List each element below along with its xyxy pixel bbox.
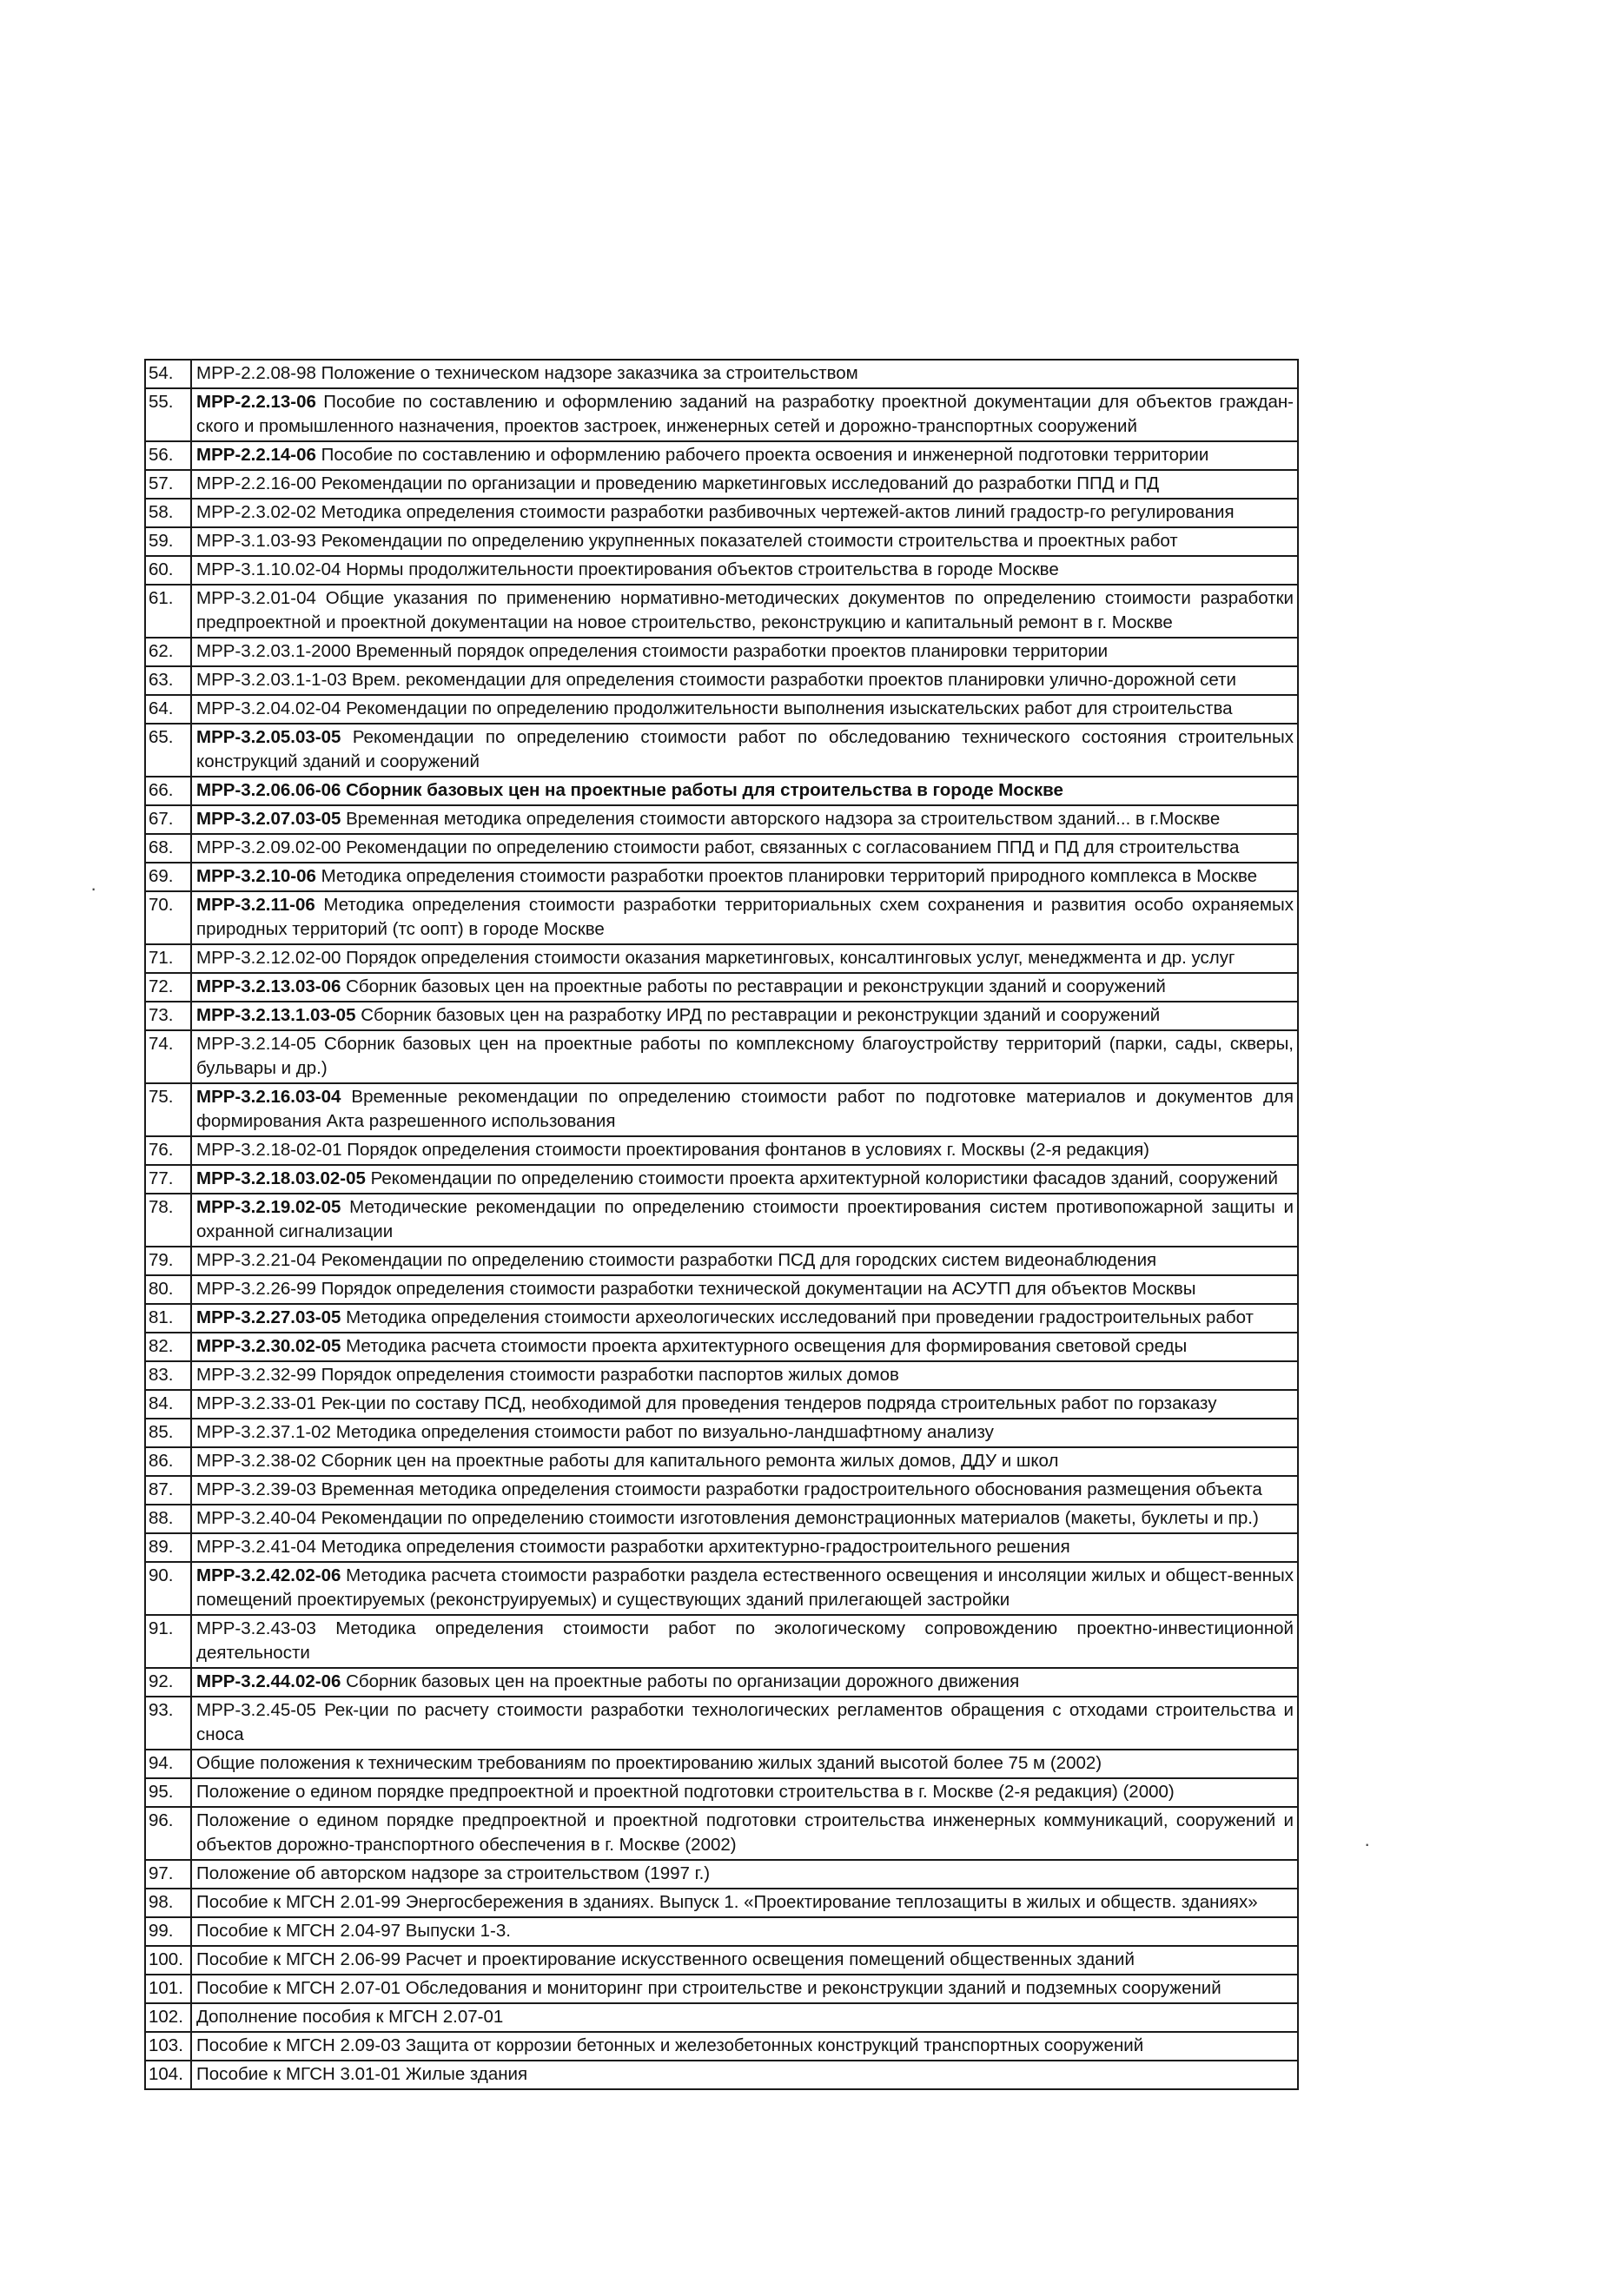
document-title: Сборник базовых цен на разработку ИРД по реставрации и реконструкции зданий и сооружений — [361, 1005, 1161, 1025]
row-number: 77. — [145, 1165, 191, 1194]
row-number: 95. — [145, 1778, 191, 1807]
document-entry — [191, 1946, 1298, 1975]
document-title: Методика определения стоимости работ по экологическому сопровождению проектно-инвестиционной деятельности — [196, 1618, 1294, 1663]
table-row — [145, 1136, 1298, 1165]
document-code: МРР-2.2.14-06 — [196, 445, 316, 465]
document-title: Нормы продолжительности проектирования объектов строительства в городе Москве — [346, 559, 1059, 579]
document-entry — [191, 360, 1298, 388]
table-row — [145, 891, 1298, 944]
table-row — [145, 777, 1298, 805]
row-number: 68. — [145, 834, 191, 863]
document-entry — [191, 777, 1298, 805]
document-code: МРР-3.2.19.02-05 — [196, 1197, 341, 1217]
table-row — [145, 2061, 1298, 2089]
row-number: 72. — [145, 973, 191, 1002]
document-code: МРР-3.2.07.03-05 — [196, 809, 341, 829]
document-entry — [191, 499, 1298, 527]
table-row — [145, 1419, 1298, 1447]
document-entry — [191, 1750, 1298, 1778]
row-number: 102. — [145, 2003, 191, 2032]
row-number: 70. — [145, 891, 191, 944]
document-code: МРР-3.2.01-04 — [196, 588, 316, 608]
table-row — [145, 527, 1298, 556]
document-code: МРР-3.2.10-06 — [196, 866, 316, 886]
table-row — [145, 1194, 1298, 1247]
document-code: МРР-2.2.13-06 — [196, 392, 316, 412]
document-code: МРР-3.2.39-03 — [196, 1479, 316, 1499]
document-entry — [191, 1533, 1298, 1562]
document-entry — [191, 1002, 1298, 1030]
document-code: МРР-3.2.33-01 — [196, 1393, 316, 1413]
document-code: МРР-3.2.26-99 — [196, 1279, 316, 1299]
table-row — [145, 441, 1298, 470]
document-entry — [191, 1275, 1298, 1304]
row-number: 96. — [145, 1807, 191, 1860]
document-entry — [191, 1505, 1298, 1533]
document-code: МРР-3.2.18-02-01 — [196, 1140, 342, 1160]
table-row — [145, 1476, 1298, 1505]
table-row — [145, 973, 1298, 1002]
document-code: МРР-3.2.12.02-00 — [196, 948, 341, 968]
row-number: 73. — [145, 1002, 191, 1030]
row-number: 83. — [145, 1361, 191, 1390]
row-number: 62. — [145, 638, 191, 666]
row-number: 57. — [145, 470, 191, 499]
row-number: 91. — [145, 1615, 191, 1668]
table-row — [145, 638, 1298, 666]
document-entry — [191, 1975, 1298, 2003]
document-code: МРР-3.2.43-03 — [196, 1618, 316, 1638]
row-number: 99. — [145, 1917, 191, 1946]
document-entry — [191, 1165, 1298, 1194]
row-number: 103. — [145, 2032, 191, 2061]
document-title: Сборник цен на проектные работы для капитального ремонта жилых домов, ДДУ и школ — [321, 1451, 1059, 1471]
table-row — [145, 1165, 1298, 1194]
document-code: МРР-3.2.45-05 — [196, 1700, 316, 1720]
row-number: 79. — [145, 1247, 191, 1275]
row-number: 98. — [145, 1889, 191, 1917]
document-entry — [191, 2032, 1298, 2061]
row-number: 81. — [145, 1304, 191, 1333]
document-title: Методика расчета стоимости проекта архитектурного освещения для формирования световой среды — [346, 1336, 1188, 1356]
document-entry — [191, 638, 1298, 666]
row-number: 74. — [145, 1030, 191, 1083]
document-code: МРР-3.2.27.03-05 — [196, 1307, 341, 1327]
document-title: Врем. рекомендации для определения стоимости разработки проектов планировки улично-дорожной сети — [351, 670, 1236, 690]
row-number: 55. — [145, 388, 191, 441]
document-title: Методика определения стоимости разработки проектов планировки территорий природного комплекса в Москве — [321, 866, 1258, 886]
document-title: Временный порядок определения стоимости разработки проектов планировки территории — [355, 641, 1109, 661]
document-title: Сборник базовых цен на проектные работы по комплексному благоустройству территорий (парки, сады, скверы, бульвары и др.) — [196, 1034, 1294, 1078]
document-entry — [191, 1247, 1298, 1275]
document-title: Временная методика определения стоимости разработки градостроительного обоснования размещения объекта — [321, 1479, 1262, 1499]
row-number: 75. — [145, 1083, 191, 1136]
row-number: 84. — [145, 1390, 191, 1419]
document-code: МРР-2.3.02-02 — [196, 502, 316, 522]
document-code: МРР-2.2.08-98 — [196, 363, 316, 383]
document-code: МРР-3.2.18.03.02-05 — [196, 1168, 366, 1188]
document-title: Общие положения к техническим требованиям по проектированию жилых зданий высотой более 75 м (2002) — [196, 1753, 1102, 1773]
table-row — [145, 1750, 1298, 1778]
row-number: 104. — [145, 2061, 191, 2089]
row-number: 65. — [145, 724, 191, 777]
document-title: Пособие к МГСН 2.04-97 Выпуски 1-3. — [196, 1921, 511, 1941]
table-row — [145, 1533, 1298, 1562]
document-title: Рекомендации по определению укрупненных показателей стоимости строительства и проектных работ — [321, 531, 1178, 551]
row-number: 64. — [145, 695, 191, 724]
table-row — [145, 1002, 1298, 1030]
document-title: Временная методика определения стоимости авторского надзора за строительством зданий... в г.Москве — [346, 809, 1221, 829]
document-code: МРР-2.2.16-00 — [196, 473, 316, 493]
document-entry — [191, 2003, 1298, 2032]
document-title: Положение о едином порядке предпроектной и проектной подготовки строительства инженерных коммуникаций, сооружений и объектов дорожно-транспортного обеспечения в г. Москве (2002) — [196, 1810, 1294, 1855]
document-title: Методика определения стоимости работ по визуально-ландшафтному анализу — [335, 1422, 994, 1442]
document-title: Рекомендации по определению стоимости разработки ПСД для городских систем видеонаблюдения — [321, 1250, 1157, 1270]
row-number: 85. — [145, 1419, 191, 1447]
table-row — [145, 805, 1298, 834]
document-title: Сборник базовых цен на проектные работы по реставрации и реконструкции зданий и сооружений — [346, 976, 1166, 996]
table-row — [145, 1975, 1298, 2003]
document-title: Пособие к МГСН 2.01-99 Энергосбережения в зданиях. Выпуск 1. «Проектирование теплозащиты в жилых и обществ. зданиях» — [196, 1892, 1258, 1912]
table-row — [145, 1807, 1298, 1860]
document-code: МРР-3.2.21-04 — [196, 1250, 316, 1270]
document-entry — [191, 388, 1298, 441]
document-entry — [191, 1304, 1298, 1333]
document-code: МРР-3.2.03.1-2000 — [196, 641, 351, 661]
table-row — [145, 2003, 1298, 2032]
document-entry — [191, 2061, 1298, 2089]
table-row — [145, 1030, 1298, 1083]
table-row — [145, 1361, 1298, 1390]
scan-speck-right: · — [1364, 1833, 1371, 1855]
document-title: Дополнение пособия к МГСН 2.07-01 — [196, 2007, 504, 2027]
document-entry — [191, 1083, 1298, 1136]
document-title: Рекомендации по определению продолжительности выполнения изыскательских работ для строительства — [346, 698, 1233, 718]
document-code: МРР-3.1.03-93 — [196, 531, 316, 551]
document-code: МРР-3.2.32-99 — [196, 1365, 316, 1385]
table-row — [145, 1333, 1298, 1361]
table-row — [145, 556, 1298, 585]
table-row — [145, 1390, 1298, 1419]
document-entry — [191, 1807, 1298, 1860]
document-title: Методика определения стоимости разработки разбивочных чертежей-актов линий градостр-го регулирования — [321, 502, 1235, 522]
document-title: Рекомендации по определению стоимости изготовления демонстрационных материалов (макеты, буклеты и пр.) — [321, 1508, 1259, 1528]
row-number: 89. — [145, 1533, 191, 1562]
document-entry — [191, 1668, 1298, 1697]
table-row — [145, 2032, 1298, 2061]
document-title: Методические рекомендации по определению стоимости проектирования систем противопожарной защиты и охранной сигнализации — [196, 1197, 1294, 1241]
document-code: МРР-3.2.09.02-00 — [196, 837, 341, 857]
table-row — [145, 1304, 1298, 1333]
document-title: Положение о техническом надзоре заказчика за строительством — [321, 363, 858, 383]
document-code: МРР-3.2.44.02-06 — [196, 1671, 341, 1691]
row-number: 76. — [145, 1136, 191, 1165]
document-entry — [191, 1697, 1298, 1750]
document-entry — [191, 724, 1298, 777]
document-entry — [191, 585, 1298, 638]
table-row — [145, 1946, 1298, 1975]
document-code: МРР-3.2.11-06 — [196, 895, 315, 915]
document-title: Рекомендации по организации и проведению маркетинговых исследований до разработки ППД и ПД — [321, 473, 1160, 493]
document-entry — [191, 1030, 1298, 1083]
row-number: 58. — [145, 499, 191, 527]
row-number: 92. — [145, 1668, 191, 1697]
document-entry — [191, 863, 1298, 891]
table-row — [145, 1917, 1298, 1946]
document-title: Рекомендации по определению стоимости работ по обследованию технического состояния строительных конструкций зданий и сооружений — [196, 727, 1294, 771]
document-list-body — [145, 360, 1298, 2089]
document-title: Положение о едином порядке предпроектной и проектной подготовки строительства в г. Москве (2-я редакция) (2000) — [196, 1782, 1175, 1802]
document-entry — [191, 1860, 1298, 1889]
document-entry — [191, 1361, 1298, 1390]
document-entry — [191, 1615, 1298, 1668]
document-title: Методика определения стоимости разработки территориальных схем сохранения и развития особо охраняемых природных территорий (тс оопт) в городе Москве — [196, 895, 1294, 939]
document-entry — [191, 1562, 1298, 1615]
document-entry — [191, 805, 1298, 834]
table-row — [145, 834, 1298, 863]
document-title: Порядок определения стоимости проектирования фонтанов в условиях г. Москвы (2-я редакция) — [347, 1140, 1149, 1160]
row-number: 59. — [145, 527, 191, 556]
table-row — [145, 388, 1298, 441]
document-entry — [191, 1390, 1298, 1419]
document-title: Сборник базовых цен на проектные работы по организации дорожного движения — [346, 1671, 1020, 1691]
row-number: 94. — [145, 1750, 191, 1778]
document-code: МРР-3.2.04.02-04 — [196, 698, 341, 718]
table-row — [145, 360, 1298, 388]
table-row — [145, 1247, 1298, 1275]
document-title: Положение об авторском надзоре за строительством (1997 г.) — [196, 1863, 711, 1883]
document-code: МРР-3.2.13.1.03-05 — [196, 1005, 356, 1025]
document-entry — [191, 441, 1298, 470]
document-entry — [191, 695, 1298, 724]
document-title: Пособие к МГСН 3.01-01 Жилые здания — [196, 2064, 528, 2084]
document-entry — [191, 1333, 1298, 1361]
row-number: 78. — [145, 1194, 191, 1247]
document-title: Общие указания по применению нормативно-методических документов по определению стоимости разработки предпроектной и проектной документации на новое строительство, реконструкцию и капитальный ремонт в г. Москве — [196, 588, 1294, 632]
document-code: МРР-3.2.06.06-06 — [196, 780, 341, 800]
table-row — [145, 1083, 1298, 1136]
document-code: МРР-3.2.13.03-06 — [196, 976, 341, 996]
row-number: 69. — [145, 863, 191, 891]
table-row — [145, 1562, 1298, 1615]
document-entry — [191, 1917, 1298, 1946]
table-row — [145, 944, 1298, 973]
row-number: 82. — [145, 1333, 191, 1361]
document-code: МРР-3.2.05.03-05 — [196, 727, 341, 747]
document-title: Рекомендации по определению стоимости работ, связанных с согласованием ППД и ПД для строительства — [346, 837, 1240, 857]
document-code: МРР-3.2.14-05 — [196, 1034, 316, 1054]
row-number: 67. — [145, 805, 191, 834]
table-row — [145, 1778, 1298, 1807]
row-number: 100. — [145, 1946, 191, 1975]
table-row — [145, 470, 1298, 499]
table-row — [145, 499, 1298, 527]
row-number: 56. — [145, 441, 191, 470]
document-code: МРР-3.2.42.02-06 — [196, 1565, 341, 1585]
document-entry — [191, 527, 1298, 556]
document-entry — [191, 1447, 1298, 1476]
document-code: МРР-3.2.37.1-02 — [196, 1422, 331, 1442]
document-code: МРР-3.2.38-02 — [196, 1451, 316, 1471]
table-row — [145, 666, 1298, 695]
document-title: Порядок определения стоимости разработки паспортов жилых домов — [321, 1365, 899, 1385]
document-code: МРР-3.2.03.1-1-03 — [196, 670, 348, 690]
document-code: МРР-3.1.10.02-04 — [196, 559, 341, 579]
row-number: 86. — [145, 1447, 191, 1476]
document-title: Пособие к МГСН 2.09-03 Защита от коррозии бетонных и железобетонных конструкций транспортных сооружений — [196, 2035, 1144, 2055]
row-number: 87. — [145, 1476, 191, 1505]
document-entry — [191, 470, 1298, 499]
row-number: 71. — [145, 944, 191, 973]
document-entry — [191, 834, 1298, 863]
document-entry — [191, 1889, 1298, 1917]
row-number: 90. — [145, 1562, 191, 1615]
document-entry — [191, 1194, 1298, 1247]
document-title: Рек-ции по расчету стоимости разработки технологических регламентов обращения с отходами строительства и сноса — [196, 1700, 1294, 1744]
document-title: Порядок определения стоимости разработки технической документации на АСУТП для объектов Москвы — [321, 1279, 1196, 1299]
document-title: Пособие по составлению и оформлению рабочего проекта освоения и инженерной подготовки территории — [321, 445, 1209, 465]
document-entry — [191, 944, 1298, 973]
row-number: 66. — [145, 777, 191, 805]
document-title: Сборник базовых цен на проектные работы для строительства в городе Москве — [346, 780, 1063, 800]
document-title: Временные рекомендации по определению стоимости работ по подготовке материалов и документов для формирования Акта разрешенного использования — [196, 1087, 1294, 1131]
document-title: Пособие к МГСН 2.07-01 Обследования и мониторинг при строительстве и реконструкции зданий и подземных сооружений — [196, 1978, 1221, 1998]
document-title: Пособие по составлению и оформлению заданий на разработку проектной документации для объектов граждан-ского и промышленного назначения, проектов застроек, инженерных сетей и дорожно-транспортных сооружений — [196, 392, 1294, 436]
document-title: Методика расчета стоимости разработки раздела естественного освещения и инсоляции жилых и общест-венных помещений проектируемых (реконструируемых) и существующих зданий прилегающей застройки — [196, 1565, 1294, 1610]
document-title: Порядок определения стоимости оказания маркетинговых, консалтинговых услуг, менеджмента и др. услуг — [346, 948, 1235, 968]
row-number: 93. — [145, 1697, 191, 1750]
document-entry — [191, 1476, 1298, 1505]
document-entry — [191, 666, 1298, 695]
document-list-table — [144, 359, 1299, 2090]
document-entry — [191, 1778, 1298, 1807]
row-number: 63. — [145, 666, 191, 695]
document-title: Методика определения стоимости археологических исследований при проведении градостроительных работ — [346, 1307, 1254, 1327]
table-row — [145, 1668, 1298, 1697]
row-number: 60. — [145, 556, 191, 585]
document-title: Рекомендации по определению стоимости проекта архитектурной колористики фасадов зданий, сооружений — [370, 1168, 1278, 1188]
table-row — [145, 1889, 1298, 1917]
row-number: 97. — [145, 1860, 191, 1889]
table-row — [145, 1697, 1298, 1750]
table-row — [145, 1447, 1298, 1476]
document-code: МРР-3.2.16.03-04 — [196, 1087, 341, 1107]
table-row — [145, 724, 1298, 777]
row-number: 101. — [145, 1975, 191, 2003]
document-title: Методика определения стоимости разработки архитектурно-градостроительного решения — [321, 1537, 1070, 1557]
row-number: 61. — [145, 585, 191, 638]
scan-speck-left: · — [90, 877, 97, 899]
document-entry — [191, 1136, 1298, 1165]
row-number: 88. — [145, 1505, 191, 1533]
document-code: МРР-3.2.30.02-05 — [196, 1336, 341, 1356]
table-row — [145, 585, 1298, 638]
table-row — [145, 1615, 1298, 1668]
table-row — [145, 1860, 1298, 1889]
document-entry — [191, 891, 1298, 944]
table-row — [145, 1505, 1298, 1533]
row-number: 80. — [145, 1275, 191, 1304]
document-entry — [191, 973, 1298, 1002]
table-row — [145, 695, 1298, 724]
document-entry — [191, 556, 1298, 585]
document-title: Пособие к МГСН 2.06-99 Расчет и проектирование искусственного освещения помещений общественных зданий — [196, 1949, 1135, 1969]
table-row — [145, 1275, 1298, 1304]
document-title: Рек-ции по составу ПСД, необходимой для проведения тендеров подряда строительных работ по горзаказу — [321, 1393, 1217, 1413]
document-entry — [191, 1419, 1298, 1447]
document-code: МРР-3.2.40-04 — [196, 1508, 316, 1528]
document-code: МРР-3.2.41-04 — [196, 1537, 316, 1557]
row-number: 54. — [145, 360, 191, 388]
table-row — [145, 863, 1298, 891]
